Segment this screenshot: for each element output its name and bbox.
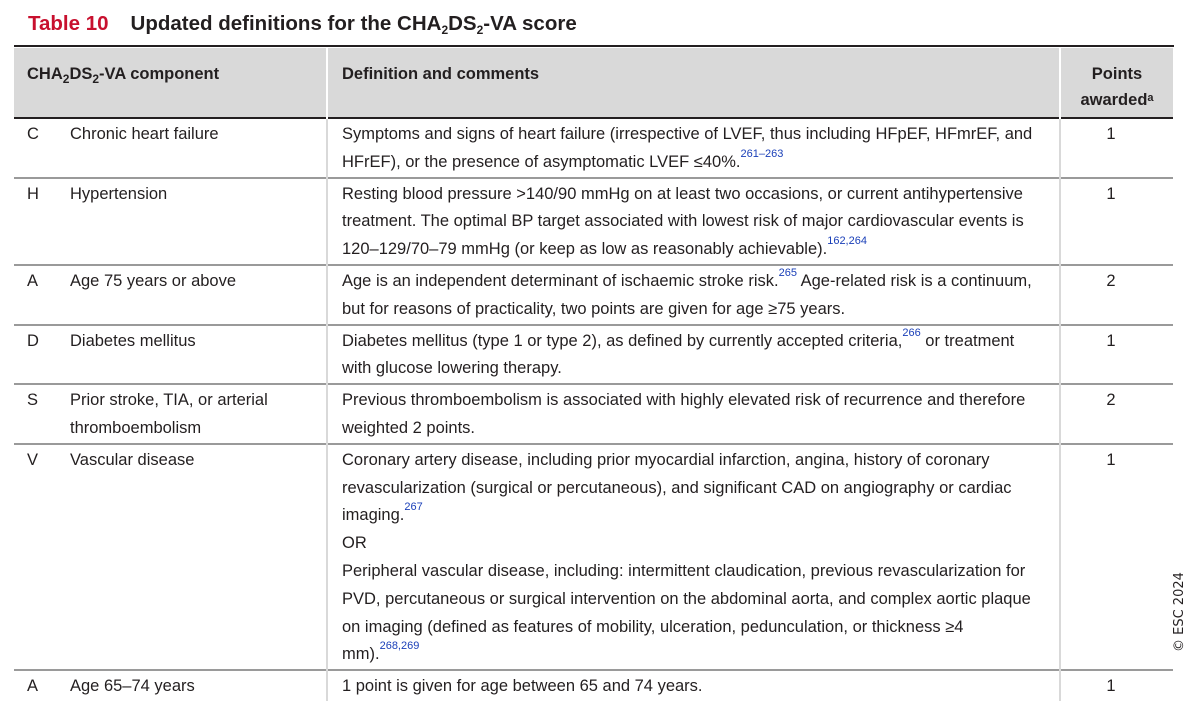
header-row — [14, 48, 1173, 118]
definition-text: Age is an independent determinant of ischaemic stroke risk. — [342, 271, 779, 290]
table-row — [14, 118, 1173, 178]
definition-text: Peripheral vascular disease, including: intermittent claudication, previous revascularization for PVD, percutaneous or surgical intervention on the abdominal aorta, and complex aortic plaque on imaging (defined as features of mobility, ulceration, pedunculation, or thickness ≥4 mm). — [342, 561, 1031, 664]
reference-link[interactable]: 267 — [404, 501, 423, 514]
row-definition — [327, 265, 1060, 325]
definition-text: Coronary artery disease, including prior myocardial infarction, angina, history of coronary revascularization (surgical or percutaneous), and significant CAD on angiography or cardiac imaging. — [342, 450, 1012, 525]
definition-text: Diabetes mellitus (type 1 or type 2), as defined by currently accepted criteria, — [342, 331, 903, 350]
reference-link[interactable]: 268,269 — [379, 640, 420, 653]
row-points: 1 — [1060, 325, 1173, 385]
table-row — [14, 670, 1173, 701]
row-letter: C — [14, 118, 57, 178]
row-points: 2 — [1060, 384, 1173, 444]
or-separator: OR — [342, 534, 367, 553]
row-letter: V — [14, 444, 57, 670]
row-component: Prior stroke, TIA, or arterial thromboembolism — [57, 384, 327, 444]
row-component: Age 75 years or above — [57, 265, 327, 325]
row-letter: S — [14, 384, 57, 444]
row-component: Hypertension — [57, 178, 327, 265]
row-definition — [327, 118, 1060, 178]
title-subscript: 2 — [476, 23, 484, 37]
header-points-line1: Points — [1091, 65, 1143, 83]
header-subscript: 2 — [92, 72, 100, 86]
reference-link[interactable]: 266 — [902, 326, 921, 339]
row-points: 2 — [1060, 265, 1173, 325]
row-letter: D — [14, 325, 57, 385]
definition-text: Symptoms and signs of heart failure (irrespective of LVEF, thus including HFpEF, HFmrEF, and HFrEF), or the presence of asymptomatic LVEF ≤40%. — [342, 125, 1033, 171]
row-points: 1 — [1060, 444, 1173, 670]
header-definition: Definition and comments — [327, 48, 1060, 118]
table-row — [14, 384, 1173, 444]
title-part: -VA score — [483, 12, 577, 35]
table-row — [14, 444, 1173, 670]
title-subscript: 2 — [441, 23, 449, 37]
table-caption — [28, 12, 577, 44]
row-definition — [327, 444, 1060, 670]
copyright-text: © ESC 2024 — [1172, 572, 1187, 652]
definition-text: Age-related risk is a continuum, but for reasons of practicality, two points are given for age ≥75 years. — [342, 271, 1032, 318]
row-points: 1 — [1060, 118, 1173, 178]
row-points: 1 — [1060, 670, 1173, 701]
header-component — [14, 48, 327, 118]
reference-link[interactable]: 162,264 — [827, 235, 867, 248]
row-letter: A — [14, 670, 57, 701]
header-part: CHA — [27, 65, 63, 83]
score-definitions-table — [14, 48, 1173, 701]
header-subscript: 2 — [62, 72, 70, 86]
table-row — [14, 265, 1173, 325]
row-component: Vascular disease — [57, 444, 327, 670]
row-definition: 1 point is given for age between 65 and 74 years. — [327, 670, 1060, 701]
header-part: -VA component — [99, 65, 220, 83]
row-component: Diabetes mellitus — [57, 325, 327, 385]
table-title — [131, 12, 577, 36]
row-letter: H — [14, 178, 57, 265]
definition-text: or treatment with glucose lowering therapy. — [342, 331, 1015, 378]
footnote-marker: a — [1147, 92, 1154, 104]
row-points: 1 — [1060, 178, 1173, 265]
row-definition — [327, 325, 1060, 385]
definition-text: Resting blood pressure >140/90 mmHg on at least two occasions, or current antihypertensive treatment. The optimal BP target associated with lowest risk of major cardiovascular events is 120–129/70–79 mmHg (or keep as low as reasonably achievable). — [342, 184, 1024, 259]
title-part: Updated definitions for the CHA — [130, 12, 442, 35]
table-number: Table 10 — [28, 12, 109, 35]
row-letter: A — [14, 265, 57, 325]
title-part: DS — [448, 12, 477, 35]
row-definition — [327, 178, 1060, 265]
table-row — [14, 178, 1173, 265]
caption-rule — [14, 45, 1174, 47]
header-points-line2: awarded — [1080, 91, 1148, 109]
header-points — [1060, 48, 1173, 118]
reference-link[interactable]: 265 — [778, 266, 797, 279]
header-part: DS — [69, 65, 93, 83]
table-row — [14, 325, 1173, 385]
row-definition: Previous thromboembolism is associated with highly elevated risk of recurrence and therefore weighted 2 points. — [327, 384, 1060, 444]
row-component: Age 65–74 years — [57, 670, 327, 701]
reference-link[interactable]: 261–263 — [740, 147, 784, 160]
row-component: Chronic heart failure — [57, 118, 327, 178]
